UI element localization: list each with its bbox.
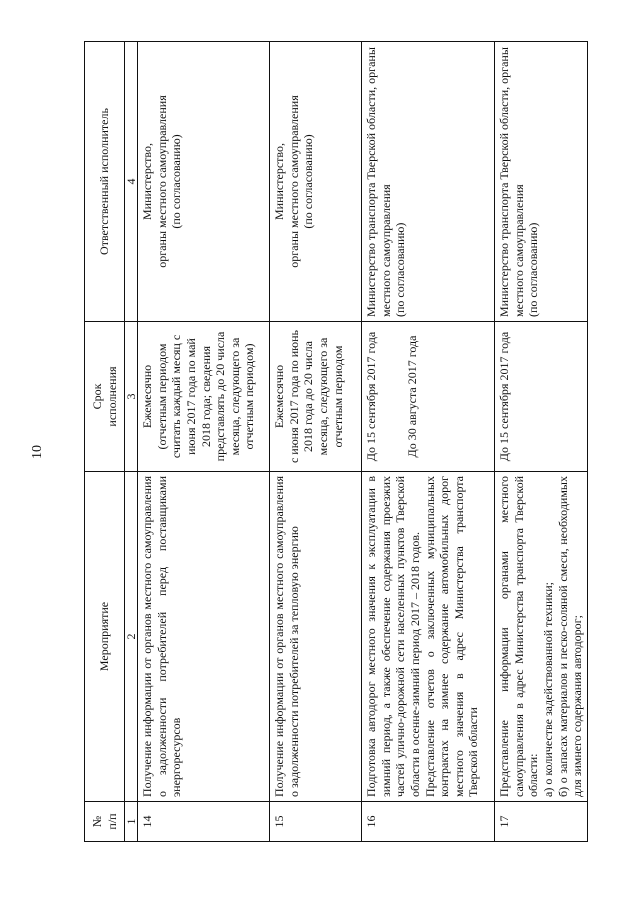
- row-action: [138, 472, 270, 802]
- row-number: 17: [495, 802, 588, 842]
- header-deadline: Срок исполнения: [85, 322, 125, 472]
- rotated-table-container: [84, 42, 585, 842]
- action-text: Представление информации органами местного самоуправления в адрес Министерства транспорта Тверской области:: [497, 476, 541, 797]
- header-num: № п/п: [85, 802, 125, 842]
- row-number: 14: [138, 802, 270, 842]
- table-row: [138, 42, 270, 842]
- row-deadline: Ежемесячно (отчетным периодом считать каждый месяц с июня 2017 года по май 2018 года; сведения представлять до 20 числа месяца, следующего за отчетным периодом): [138, 322, 270, 472]
- action-plan-table: [84, 41, 588, 842]
- action-text: Подготовка автодорог местного значения к эксплуатации в зимний период, а также обеспечение содержания проезжих частей улично-дорожной сети населенных пунктов Тверской области в осенне-зимний период 2017 – 2018 годов.: [364, 476, 422, 797]
- action-text: а) о количестве задействованной техники;: [540, 582, 555, 797]
- row-deadline: Ежемесячно с июня 2017 года по июнь 2018 года до 20 числа месяца, следующего за отчетным периодом: [270, 322, 362, 472]
- deadline-text: До 15 сентября 2017 года: [364, 331, 378, 462]
- row-responsible: Министерство транспорта Тверской области, органы местного самоуправления (по согласованию): [362, 42, 495, 322]
- deadline-text: До 30 августа 2017 года: [404, 335, 419, 458]
- action-text: б) о запасах материалов и песко-соляной смеси, необходимых для зимнего содержания автодорог;: [555, 476, 585, 797]
- page-number: 10: [30, 445, 45, 459]
- column-number: 3: [125, 322, 138, 472]
- header-row: [85, 42, 125, 842]
- row-deadline: До 15 сентября 2017 года: [495, 322, 588, 472]
- row-action: [495, 472, 588, 802]
- column-number: 1: [125, 802, 138, 842]
- table-row: [362, 42, 495, 842]
- row-number: 15: [270, 802, 362, 842]
- row-responsible: Министерство, органы местного самоуправления (по согласованию): [270, 42, 362, 322]
- action-text: Представление отчетов о заключенных муниципальных контрактах на зимнее содержание автомобильных дорог местного значения в адрес Министерства транспорта Тверской области: [422, 476, 481, 797]
- action-text: Получение информации от органов местного самоуправления о задолженности потребителей за тепловую энергию: [272, 476, 301, 797]
- row-responsible: Министерство, органы местного самоуправления (по согласованию): [138, 42, 270, 322]
- row-action: [270, 472, 362, 802]
- row-action: [362, 472, 495, 802]
- row-deadline: [362, 322, 495, 472]
- action-text: Получение информации от органов местного самоуправления о задолженности потребителей перед поставщиками энергоресурсов: [140, 476, 184, 797]
- row-number: 16: [362, 802, 495, 842]
- column-number: 4: [125, 42, 138, 322]
- header-action: Мероприятие: [85, 472, 125, 802]
- column-number: 2: [125, 472, 138, 802]
- table-row: [270, 42, 362, 842]
- header-responsible: Ответственный исполнитель: [85, 42, 125, 322]
- column-number-row: [125, 42, 138, 842]
- table-row: [495, 42, 588, 842]
- row-responsible: Министерство транспорта Тверской области, органы местного самоуправления (по согласованию): [495, 42, 588, 322]
